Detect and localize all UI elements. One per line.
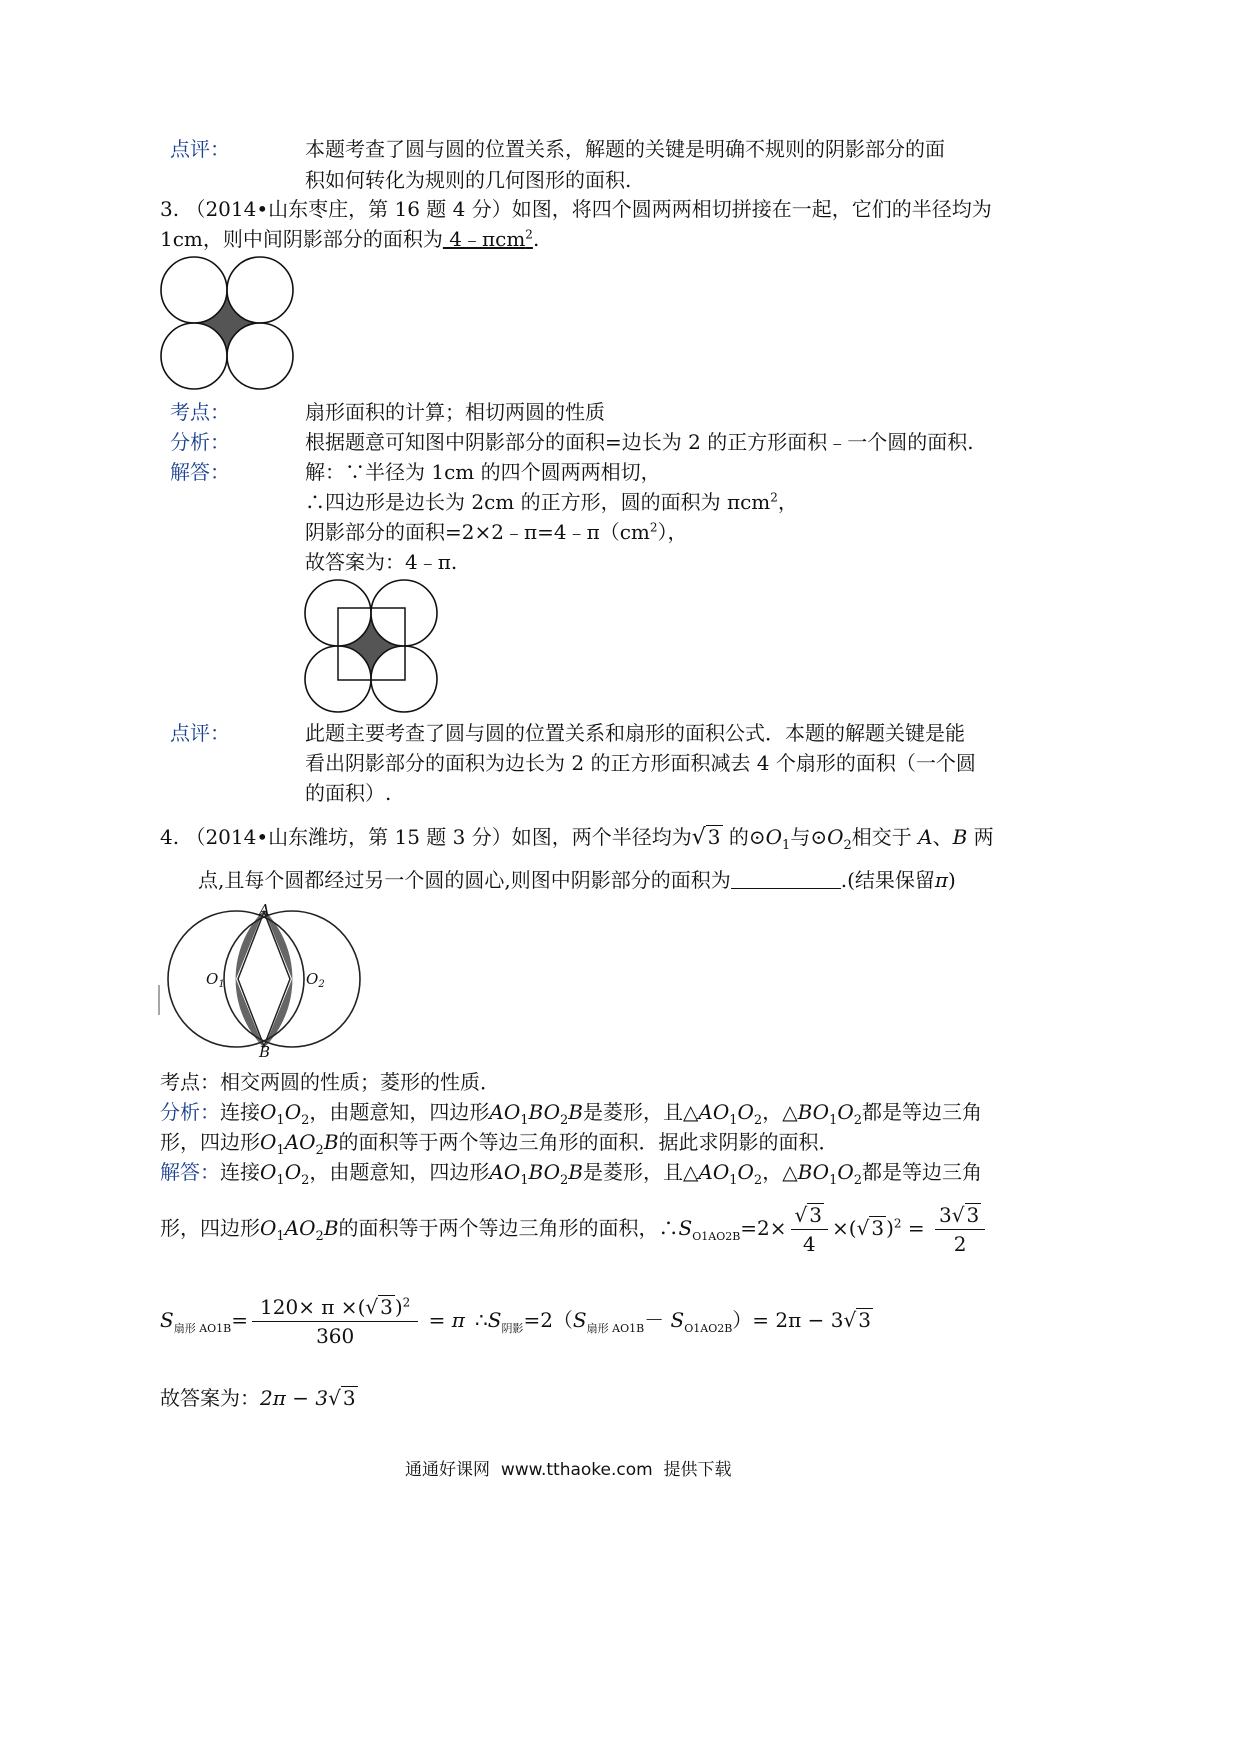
label-a: A (259, 901, 270, 919)
txt: 形，四边形 (160, 1216, 260, 1240)
o: O (737, 1160, 754, 1184)
sub: O1AO2B (692, 1230, 741, 1243)
jieda-line1: 解：∵半径为 1cm 的四个圆两两相切， (305, 460, 661, 484)
txt: ，△ (762, 1160, 798, 1184)
jieda-line3-sup: 2 (649, 520, 658, 535)
fraction-sector (252, 1293, 418, 1350)
q3-answer-sup: 2 (525, 227, 533, 242)
four-circles-figure (156, 252, 298, 394)
s1: 1 (729, 1113, 738, 1128)
txt: ∴ (475, 1308, 488, 1332)
fenxi-label: 分析： (170, 430, 230, 454)
q4-fenxi-line2 (160, 1127, 839, 1157)
q3-answer-underlined (443, 227, 533, 251)
sqrt-sign: √ (856, 1216, 870, 1240)
q4-stem-line2-end: .(结果保留 (840, 868, 935, 892)
o: O (260, 1160, 277, 1184)
o: O (299, 1216, 316, 1240)
page-footer (405, 1455, 732, 1480)
n: 3 (939, 1203, 952, 1227)
footer-tail: 提供下载 (663, 1460, 732, 1480)
review-q3-line1: 此题主要考查了圆与圆的位置关系和扇形的面积公式．本题的解题关键是能 (305, 721, 965, 745)
txt: 形，四边形 (160, 1130, 260, 1154)
fenxi-text: 根据题意可知图中阴影部分的面积=边长为 2 的正方形面积﹣一个圆的面积. (305, 430, 974, 454)
jieda-line3 (305, 517, 688, 547)
sub: O1AO2B (684, 1322, 733, 1335)
circle-top-left (161, 257, 227, 323)
o: O (712, 1160, 730, 1184)
o: O (837, 1100, 854, 1124)
txt: ) (886, 1216, 894, 1240)
q4-o: O (765, 825, 783, 849)
q4-kaodian-text: 考点：相交两圆的性质；菱形的性质． (160, 1070, 500, 1094)
label-o2: $O_2$ (306, 970, 325, 990)
kaodian-label: 考点： (170, 400, 230, 424)
q4-shadow-eq (475, 1300, 873, 1340)
q4-sector-eq (160, 1290, 465, 1350)
b: B (568, 1100, 583, 1124)
exp: 2 (893, 1216, 902, 1231)
q4-stem-text-c: 与⊙ (790, 825, 828, 849)
o: O (543, 1160, 560, 1184)
r: 3 (966, 1203, 980, 1227)
jieda-line2 (305, 487, 798, 517)
s2: 2 (853, 1113, 863, 1128)
review-q3-line2: 看出阴影部分的面积为边长为 2 的正方形面积减去 4 个扇形的面积（一个圆 (305, 751, 976, 775)
sub: 阴影 (501, 1322, 524, 1335)
q4-stem-text-d: 相交于 (851, 825, 912, 849)
d: 2 (953, 1232, 967, 1256)
b: B (797, 1100, 813, 1124)
q4-point-a: A (918, 825, 933, 849)
footer-url[interactable]: www.tthaoke.com (500, 1460, 653, 1480)
jieda-line3-text: 阴影部分的面积=2×2﹣π=4﹣π（cm (305, 520, 650, 544)
s2: 2 (560, 1113, 569, 1128)
s1: 1 (729, 1173, 738, 1188)
review-label: 点评： (170, 137, 230, 161)
intersecting-circles-figure (156, 900, 371, 1060)
a: A (489, 1100, 504, 1124)
q4-stem-text-e: 两 (973, 825, 994, 849)
o: O (543, 1100, 560, 1124)
d: 360 (316, 1324, 355, 1348)
txt: 故答案为： (160, 1386, 260, 1410)
q4-jieda-label: 解答： (160, 1160, 220, 1184)
jieda-line3-end: ）， (657, 520, 688, 544)
q4-sub-1: 1 (782, 838, 791, 853)
o: O (284, 1160, 302, 1184)
q4-stem-line2 (198, 865, 956, 895)
fraction-sqrt3-over-4 (791, 1201, 828, 1258)
o: O (812, 1160, 830, 1184)
txt: 的面积等于两个等边三角形的面积．据此求阴影的面积． (338, 1130, 839, 1154)
jieda-label: 解答： (170, 460, 230, 484)
res: = π (422, 1308, 465, 1332)
review-q3-line3: 的面积）. (305, 781, 392, 805)
s2: 2 (853, 1173, 863, 1188)
txt: =2（ (523, 1308, 573, 1332)
jieda-line4: 故答案为：4﹣π. (305, 550, 458, 574)
exp: 2 (402, 1295, 411, 1310)
q3-stem-end: . (532, 227, 540, 251)
txt: 是菱形，且△ (582, 1160, 699, 1184)
txt: =2× (740, 1216, 787, 1240)
label-o1: $O_1$ (206, 970, 225, 990)
q4-stem-text: 4. （2014•山东潍坊，第 15 题 3 分）如图，两个半径均为 (160, 825, 692, 849)
eq: = (231, 1308, 249, 1332)
review-text-line1: 本题考查了圆与圆的位置关系，解题的关键是明确不规则的阴影部分的面 (305, 137, 945, 161)
txt: ，由题意知，四边形 (309, 1100, 490, 1124)
n: 120× π ×( (260, 1295, 366, 1319)
s: S (670, 1308, 685, 1332)
b: B (323, 1130, 339, 1154)
a: A (698, 1100, 713, 1124)
s2: 2 (301, 1113, 310, 1128)
b: B (528, 1160, 544, 1184)
sqrt-sign: √ (365, 1295, 379, 1319)
sqrt-sign: √ (691, 825, 706, 850)
b: B (528, 1100, 544, 1124)
jieda-line2-sup: 2 (770, 490, 778, 505)
txt: 的面积等于两个等边三角形的面积，∴ (338, 1216, 679, 1240)
o: O (837, 1160, 854, 1184)
q4-stem-line2-text: 点,且每个圆都经过另一个圆的圆心,则图中阴影部分的面积为 (198, 868, 731, 892)
r: 3 (871, 1216, 885, 1240)
o: O (284, 1100, 302, 1124)
label-b: B (259, 1043, 271, 1060)
txt: ，△ (762, 1100, 798, 1124)
o: O (712, 1100, 730, 1124)
sub: 扇形 AO1B (586, 1322, 645, 1335)
o: O (260, 1100, 277, 1124)
circle-bottom-right (371, 646, 437, 712)
a: A (284, 1130, 300, 1154)
jieda-line2-end: ， (777, 490, 798, 514)
r: 3 (342, 1386, 356, 1410)
q4-sub-2: 2 (843, 838, 852, 853)
r: 3 (809, 1203, 823, 1227)
o: O (260, 1216, 277, 1240)
txt: 连接 (220, 1100, 260, 1124)
sqrt-sign: √ (843, 1308, 857, 1332)
o: O (737, 1100, 754, 1124)
d: 4 (802, 1232, 816, 1256)
txt: 是菱形，且△ (582, 1100, 699, 1124)
a: A (284, 1216, 300, 1240)
s1: 1 (829, 1173, 838, 1188)
shaded-region (341, 616, 401, 676)
o: O (503, 1160, 521, 1184)
txt: ×( (832, 1216, 857, 1240)
s2: 2 (315, 1143, 324, 1158)
b: B (797, 1160, 813, 1184)
sub: 扇形 AO1B (173, 1322, 232, 1335)
b: B (323, 1216, 339, 1240)
txt: 都是等边三角 (862, 1160, 983, 1184)
s2: 2 (753, 1173, 763, 1188)
q3-answer: 4﹣πcm (442, 227, 526, 251)
o: O (260, 1130, 277, 1154)
a: A (489, 1160, 504, 1184)
q4-jieda-line1 (160, 1157, 982, 1187)
q4-jieda-line2 (160, 1200, 989, 1258)
review-label-q3: 点评： (170, 721, 230, 745)
q4-answer (160, 1378, 358, 1418)
q4-close-paren: ) (948, 868, 956, 892)
r: 3 (858, 1308, 871, 1332)
circle-bottom-left (161, 323, 227, 389)
txt: ）= 2π − 3 (732, 1308, 844, 1332)
txt: 连接 (220, 1160, 260, 1184)
answer-blank (731, 868, 841, 889)
b: B (568, 1160, 583, 1184)
s1: 1 (276, 1113, 285, 1128)
txt: 都是等边三角 (862, 1100, 983, 1124)
s: S (572, 1308, 587, 1332)
o: O (812, 1100, 830, 1124)
jieda-line2-text: ∴四边形是边长为 2cm 的正方形，圆的面积为 πcm (305, 490, 771, 514)
q4-o: O (827, 825, 844, 849)
s1: 1 (276, 1143, 285, 1158)
sqrt-sign: √ (794, 1203, 808, 1227)
footer-site: 通通好课网 (405, 1460, 490, 1480)
four-circles-square-figure (300, 575, 442, 717)
s: S (678, 1216, 693, 1240)
s2: 2 (753, 1113, 763, 1128)
txt: ，由题意知，四边形 (309, 1160, 490, 1184)
s2: 2 (315, 1229, 324, 1244)
s: S (487, 1308, 502, 1332)
circle-bottom-right (227, 323, 293, 389)
q3-stem-line2 (160, 224, 539, 254)
circle-top-right (227, 257, 293, 323)
q4-fenxi-line1 (160, 1097, 982, 1127)
q4-kaodian (160, 1067, 500, 1097)
q4-point-b: B (952, 825, 968, 849)
q4-pi: π (934, 868, 949, 892)
fraction-3sqrt3-over-2 (935, 1201, 985, 1258)
q4-fenxi-label: 分析： (160, 1100, 220, 1124)
sqrt-sign: √ (328, 1386, 341, 1410)
r: 3 (380, 1295, 393, 1319)
s2: 2 (560, 1173, 569, 1188)
q4-stem-line1 (160, 822, 994, 853)
q4-sep: 、 (932, 825, 953, 849)
circle-top-right (371, 580, 437, 646)
s1: 1 (520, 1113, 529, 1128)
o: O (299, 1130, 316, 1154)
s2: 2 (301, 1173, 310, 1188)
kaodian-text: 扇形面积的计算；相切两圆的性质 (305, 400, 605, 424)
sqrt-3: 3 (707, 825, 721, 849)
shaded-region (197, 293, 257, 353)
s1: 1 (276, 1229, 285, 1244)
s1: 1 (520, 1173, 529, 1188)
s1: 1 (829, 1113, 838, 1128)
n: ) (394, 1295, 403, 1319)
s1: 1 (276, 1173, 285, 1188)
q3-stem-text: 1cm，则中间阴影部分的面积为 (160, 227, 443, 251)
eq: = (901, 1216, 932, 1240)
txt: － (644, 1308, 671, 1332)
a: A (698, 1160, 713, 1184)
q3-stem-line1: 3. （2014•山东枣庄，第 16 题 4 分）如图，将四个圆两两相切拼接在一起，它们的半径均为 (160, 197, 992, 221)
o: O (503, 1100, 521, 1124)
q4-stem-text-b: 的⊙ (728, 825, 766, 849)
sqrt-sign: √ (951, 1203, 965, 1227)
rhombus-fill (238, 912, 290, 1046)
ans: 2π − 3 (260, 1386, 329, 1410)
s: S (160, 1308, 174, 1332)
review-text-line2: 积如何转化为规则的几何图形的面积. (305, 168, 632, 192)
